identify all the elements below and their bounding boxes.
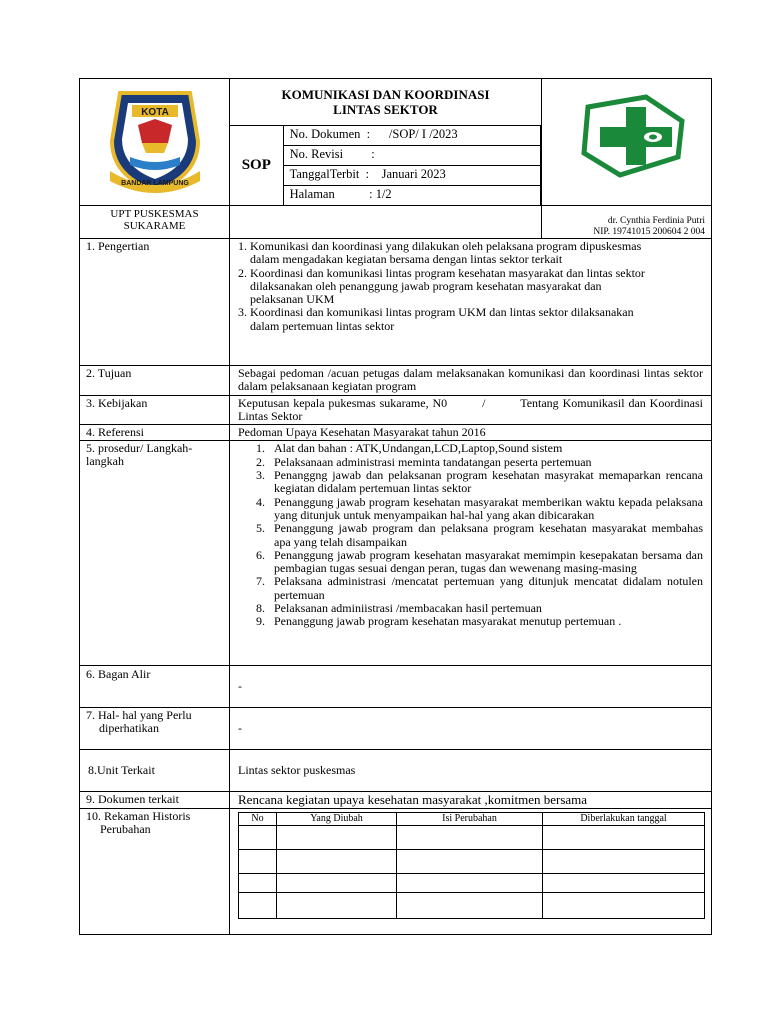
history-cell: [397, 825, 543, 849]
history-cell: [239, 873, 277, 892]
rekaman-content: [230, 808, 712, 934]
rekaman-label: [80, 808, 230, 934]
prosedur-label-line1: 5. prosedur/ Langkah-: [86, 441, 193, 456]
hal-label-line2: diperhatikan: [99, 721, 159, 736]
history-table: [238, 812, 705, 919]
document-title-line2: LINTAS SEKTOR: [333, 102, 438, 117]
logo-kota-text: KOTA: [141, 106, 169, 118]
pengertian-p3a: 3. Koordinasi dan komunikasi lintas program UKM dan lintas sektor dilaksanakan: [238, 305, 634, 320]
rekaman-label-line1: 10. Rekaman Historis: [86, 808, 191, 823]
pengertian-p3b: dalam pertemuan lintas sektor: [250, 318, 395, 333]
history-col-diberlakukan: Diberlakukan tanggal: [543, 812, 705, 825]
bagan-label: 6. Bagan Alir: [80, 666, 230, 708]
history-col-isi-perubahan: Isi Perubahan: [397, 812, 543, 825]
kebijakan-text: Keputusan kepala pukesmas sukarame, N0 / Tentang Komunikasil dan Koordinasi Lintas Sektor: [230, 395, 712, 425]
bagan-text: -: [230, 666, 712, 708]
org-line1: UPT PUSKESMAS: [110, 208, 199, 220]
prosedur-step: 8. Pelaksanan adminiistrasi /membacakan hasil pertemuan: [268, 602, 703, 615]
signature-cell: [542, 206, 712, 239]
history-cell: [543, 873, 705, 892]
pengertian-p2c: pelaksanan UKM: [250, 292, 335, 307]
organization-cell: [80, 206, 230, 239]
signer-nip: NIP. 19741015 200604 2 004: [593, 227, 705, 237]
history-cell: [397, 849, 543, 873]
prosedur-step: 1. Alat dan bahan : ATK,Undangan,LCD,Laptop,Sound sistem: [268, 442, 703, 455]
puskesmas-logo: [542, 81, 712, 199]
prosedur-step: 4. Penanggung jawab program kesehatan masyarakat memberikan waktu kepada pelaksana yang ditunjuk untuk menyampaikan hal-hal yang akan dibicarakan: [268, 496, 703, 523]
sop-label: SOP: [230, 126, 283, 205]
prosedur-steps: [238, 442, 703, 628]
logo-city-text: BANDAR LAMPUNG: [121, 179, 189, 187]
prosedur-step: 3. Penanggng jawab dan pelaksanan program kesehatan masyrakat memaparkan rencana kegiatan didalam pertemuan lintas sektor: [268, 469, 703, 496]
meta-no-revisi: No. Revisi :: [283, 145, 540, 165]
dokumen-text: Rencana kegiatan upaya kesehatan masyarakat ,komitmen bersama: [230, 792, 712, 808]
unit-label: 8.Unit Terkait: [80, 750, 230, 792]
puskesmas-logo-cell: [542, 79, 712, 206]
prosedur-step: 7. Pelaksana administrasi /mencatat pertemuan yang ditunjuk mencatat didalam notulen pertemuan: [268, 575, 703, 602]
document-title-line1: KOMUNIKASI DAN KOORDINASI: [281, 87, 490, 102]
unit-text: Lintas sektor puskesmas: [230, 750, 712, 792]
history-cell: [239, 849, 277, 873]
tujuan-text: Sebagai pedoman /acuan petugas dalam melaksanakan komunikasi dan koordinasi lintas sektor dalam pelaksanaan kegiatan program: [230, 366, 712, 396]
referensi-text: Pedoman Upaya Kesehatan Masyarakat tahun 2016: [230, 425, 712, 441]
kebijakan-label: 3. Kebijakan: [80, 395, 230, 425]
history-cell: [277, 892, 397, 918]
prosedur-step: 9. Penanggung jawab program kesehatan masyarakat menutup pertemuan .: [268, 615, 703, 628]
hal-text: -: [230, 708, 712, 750]
meta-tanggal-terbit: TanggalTerbit : Januari 2023: [283, 165, 540, 185]
history-cell: [543, 849, 705, 873]
sop-document: [79, 78, 711, 935]
history-cell: [277, 825, 397, 849]
tujuan-label: 2. Tujuan: [80, 366, 230, 396]
history-cell: [543, 825, 705, 849]
blank-cell: [230, 206, 542, 239]
rekaman-label-line2: Perubahan: [100, 821, 151, 836]
pengertian-content: [230, 239, 712, 366]
logo-cell: [80, 79, 230, 206]
pengertian-p1b: dalam mengadakan kegiatan bersama dengan lintas sektor terkait: [250, 252, 563, 267]
history-cell: [397, 873, 543, 892]
title-and-meta-cell: [230, 79, 542, 206]
sop-table: [79, 78, 712, 935]
org-line2: SUKARAME: [123, 220, 186, 232]
meta-no-dokumen: No. Dokumen : /SOP/ I /2023: [283, 126, 540, 145]
history-cell: [239, 892, 277, 918]
history-cell: [277, 849, 397, 873]
hal-label-line1: 7. Hal- hal yang Perlu: [86, 708, 192, 723]
dokumen-label: 9. Dokumen terkait: [80, 792, 230, 808]
prosedur-step: 5. Penanggung jawab program dan pelaksana program kesehatan masyarakat membahas apa yang telah disampaikan: [268, 522, 703, 549]
prosedur-step: 6. Penanggung jawab program kesehatan masyarakat memimpin kesepakatan bersama dan pembagian tugas sesuai dengan peran, tugas dan wewenang masing-masing: [268, 549, 703, 576]
referensi-label: 4. Referensi: [80, 425, 230, 441]
prosedur-content: [230, 441, 712, 666]
history-cell: [239, 825, 277, 849]
pengertian-p2b: dilaksanakan oleh penanggung jawab program kesehatan masyarakat dan: [250, 278, 602, 293]
meta-table: [230, 126, 541, 205]
pengertian-label: 1. Pengertian: [80, 239, 230, 366]
pengertian-p1a: 1. Komunikasi dan koordinasi yang dilakukan oleh pelaksana program dipuskesmas: [238, 239, 642, 253]
history-cell: [397, 892, 543, 918]
meta-halaman: Halaman : 1/2: [283, 185, 540, 205]
hal-label: [80, 708, 230, 750]
history-cell: [277, 873, 397, 892]
bandar-lampung-logo: [80, 81, 230, 199]
prosedur-label: [80, 441, 230, 666]
signer-name: dr. Cynthia Ferdinia Putri: [607, 216, 705, 226]
history-col-yang-diubah: Yang Diubah: [277, 812, 397, 825]
pengertian-p2a: 2. Koordinasi dan komunikasi lintas program kesehatan masyarakat dan lintas sektor: [238, 265, 645, 280]
prosedur-label-line2: langkah: [86, 454, 124, 469]
prosedur-step: 2. Pelaksanaan administrasi meminta tandatangan peserta pertemuan: [268, 456, 703, 469]
history-col-no: No: [239, 812, 277, 825]
history-cell: [543, 892, 705, 918]
